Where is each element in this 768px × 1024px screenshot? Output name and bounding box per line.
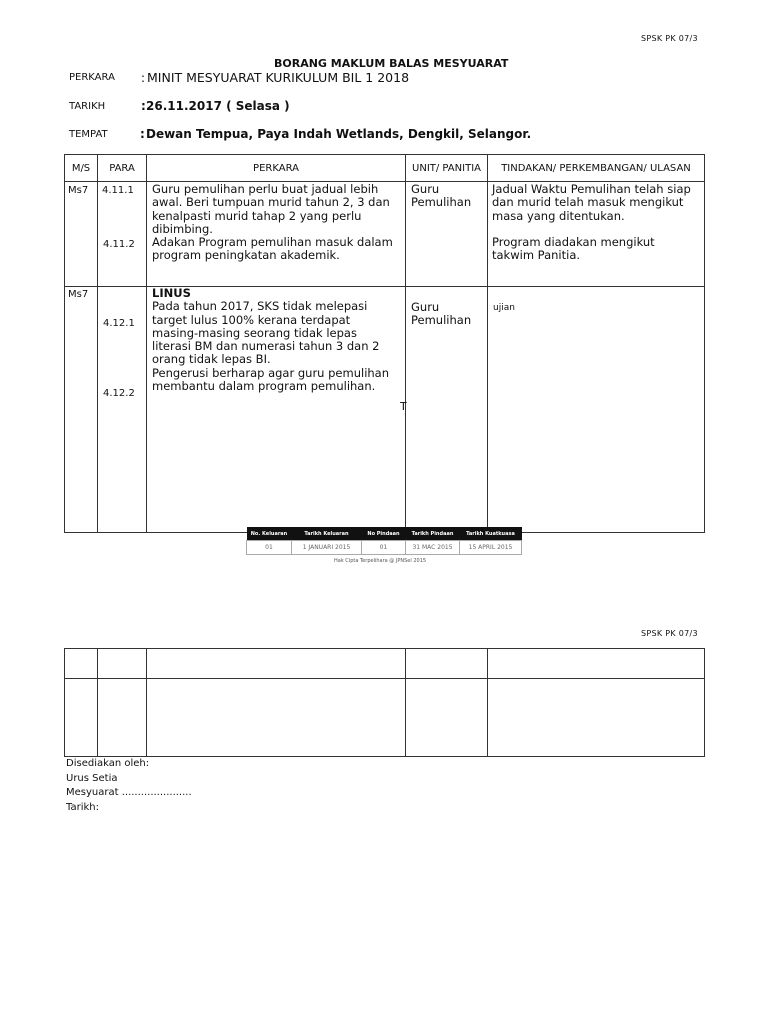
empty-cell	[147, 679, 406, 757]
revision-value: 01	[247, 541, 292, 555]
row2-para-2: 4.12.2	[103, 388, 135, 399]
meta-colon-perkara: :	[141, 71, 146, 85]
row2-tindakan-cell	[488, 287, 705, 533]
meta-colon-tarikh: :	[141, 99, 146, 113]
row1-para-1: 4.11.1	[102, 185, 134, 196]
copyright-notice: Hak Cipta Terpelihara @ JPNSel 2015	[334, 558, 427, 564]
revision-header: Tarikh Kuatkuasa	[460, 527, 522, 541]
row2-ms-cell	[65, 287, 98, 533]
prepared-by-block	[66, 757, 192, 815]
row2-unit-line: Pemulihan	[411, 313, 472, 328]
prepared-by-line: Urus Setia	[66, 772, 118, 784]
empty-cell	[65, 679, 98, 757]
header-para: PARA	[98, 155, 147, 182]
row2-ms: Ms7	[68, 289, 89, 300]
empty-cell	[406, 649, 488, 679]
revision-value-row	[247, 541, 522, 555]
empty-cell	[406, 679, 488, 757]
prepared-by-line: Mesyuarat ......................	[66, 787, 192, 798]
row1-unit-line: Pemulihan	[411, 195, 472, 210]
row2-unit-cell	[406, 287, 488, 533]
revision-table	[246, 527, 522, 555]
row1-ms: Ms7	[68, 185, 89, 196]
empty-cell	[98, 679, 147, 757]
row1-tindakan-line: masa yang ditentukan.	[492, 208, 625, 223]
revision-header: Tarikh Pindaan	[406, 527, 460, 541]
table-header-row	[65, 155, 705, 182]
revision-header-row	[247, 527, 522, 541]
prepared-by-line: Tarikh:	[66, 801, 99, 813]
row1-perkara-cell	[147, 182, 406, 287]
revision-header: No. Keluaran	[247, 527, 292, 541]
prepared-by-line: Disediakan oleh:	[66, 758, 150, 769]
header-perkara: PERKARA	[147, 155, 406, 182]
row2-perkara-line: Pada tahun 2017, SKS tidak melepasi	[152, 299, 368, 314]
meta-label-tarikh: TARIKH	[69, 101, 106, 112]
revision-value: 31 MAC 2015	[406, 541, 460, 555]
row2-para-1: 4.12.1	[103, 318, 135, 329]
row1-tindakan-cell	[488, 182, 705, 287]
meta-value-perkara: MINIT MESYUARAT KURIKULUM BIL 1 2018	[147, 70, 410, 85]
row1-perkara-line: Adakan Program pemulihan masuk dalam	[152, 235, 393, 250]
row1-unit-line: Guru	[411, 182, 440, 196]
row1-perkara-line: dibimbing.	[152, 221, 213, 236]
header-ms: M/S	[65, 155, 98, 182]
header-tindakan: TINDAKAN/ PERKEMBANGAN/ ULASAN	[488, 155, 705, 182]
row1-tindakan-line: Program diadakan mengikut	[492, 234, 655, 249]
row1-tindakan-line: Jadual Waktu Pemulihan telah siap	[492, 182, 691, 196]
row2-perkara-cell	[147, 287, 406, 533]
table-row	[65, 287, 705, 533]
row1-ms-cell	[65, 182, 98, 287]
empty-cell	[488, 679, 705, 757]
row2-perkara-line: literasi BM dan numerasi tahun 3 dan 2	[152, 339, 380, 354]
empty-cell	[65, 649, 98, 679]
table-row	[65, 182, 705, 287]
row2-unit-line: Guru	[411, 300, 440, 314]
form-code-page2: SPSK PK 07/3	[641, 629, 698, 638]
page2-table	[64, 648, 705, 757]
row2-perkara-line: membantu dalam program pemulihan.	[152, 379, 376, 394]
meta-value-tarikh: 26.11.2017 ( Selasa )	[146, 99, 290, 113]
minutes-table	[64, 154, 705, 533]
revision-value: 1 JANUARI 2015	[292, 541, 362, 555]
form-code: SPSK PK 07/3	[641, 34, 698, 43]
revision-value: 15 APRIL 2015	[460, 541, 522, 555]
meta-value-tempat: Dewan Tempua, Paya Indah Wetlands, Dengkil, Selangor.	[146, 127, 532, 141]
row1-tindakan-line: dan murid telah masuk mengikut	[492, 195, 684, 210]
row1-para-2: 4.11.2	[103, 239, 135, 250]
row1-perkara-line: awal. Beri tumpuan murid tahun 2, 3 dan	[152, 195, 390, 210]
table-row	[65, 649, 705, 679]
revision-header: No Pindaan	[362, 527, 406, 541]
table-row	[65, 679, 705, 757]
row1-perkara-line: kenalpasti murid tahap 2 yang perlu	[152, 208, 362, 223]
header-unit: UNIT/ PANITIA	[406, 155, 488, 182]
row2-perkara-line: target lulus 100% kerana terdapat	[152, 312, 351, 327]
row2-para-cell	[98, 287, 147, 533]
form-title: BORANG MAKLUM BALAS MESYUARAT	[274, 57, 509, 70]
row1-perkara-line: program peningkatan akademik.	[152, 248, 340, 263]
row2-perkara-line: orang tidak lepas BI.	[152, 352, 271, 367]
row1-tindakan-line: takwim Panitia.	[492, 248, 581, 263]
text-cursor-mark: T	[400, 400, 407, 413]
row1-perkara-line: Guru pemulihan perlu buat jadual lebih	[152, 182, 379, 196]
revision-header: Tarikh Keluaran	[292, 527, 362, 541]
row1-unit-cell	[406, 182, 488, 287]
row1-para-cell	[98, 182, 147, 287]
row2-perkara-heading: LINUS	[152, 286, 191, 300]
row2-tindakan-line: ujian	[493, 303, 515, 313]
empty-cell	[98, 649, 147, 679]
meta-label-tempat: TEMPAT	[69, 129, 108, 140]
meta-colon-tempat: :	[140, 127, 145, 141]
row2-perkara-line: masing-masing seorang tidak lepas	[152, 325, 357, 340]
empty-cell	[488, 649, 705, 679]
row2-perkara-line: Pengerusi berharap agar guru pemulihan	[152, 365, 390, 380]
meta-label-perkara: PERKARA	[69, 72, 115, 83]
empty-cell	[147, 649, 406, 679]
revision-value: 01	[362, 541, 406, 555]
